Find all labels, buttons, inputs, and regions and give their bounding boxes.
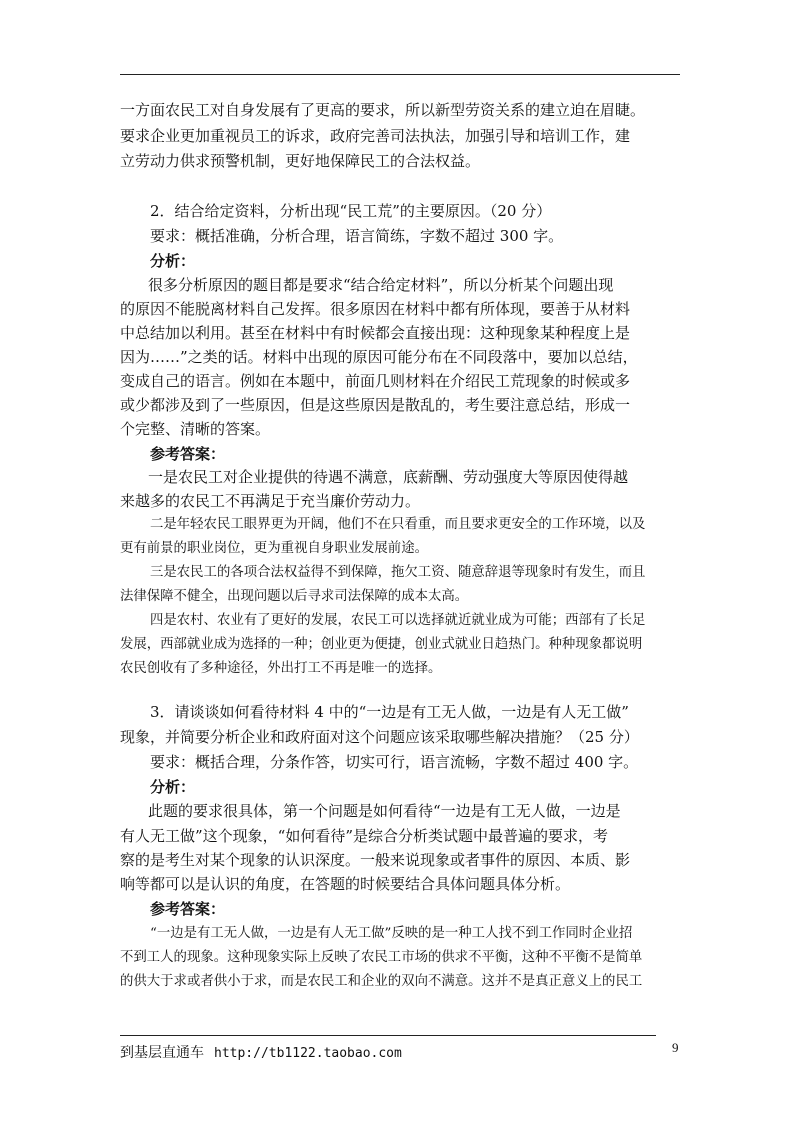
question-3-title: 3．请谈谈如何看待材料 4 中的“一边是有工无人做，一边是有人无工做” xyxy=(150,703,629,721)
body-line: 因为……”之类的话。材料中出现的原因可能分布在不同段落中，要加以总结， xyxy=(120,348,638,366)
header-rule xyxy=(120,74,680,75)
reference-answer-heading: 参考答案： xyxy=(150,900,226,918)
analysis-heading: 分析： xyxy=(150,252,196,270)
body-line: 一方面农民工对自身发展有了更高的要求，所以新型劳资关系的建立迫在眉睫。 xyxy=(120,101,646,119)
footer-url-link[interactable]: http://tb1122.taobao.com xyxy=(214,1046,402,1061)
body-line: “一边是有工无人做，一边是有人无工做”反映的是一种工人找不到工作同时企业招 xyxy=(150,926,633,941)
body-line: 来越多的农民工不再满足于充当廉价劳动力。 xyxy=(120,492,421,510)
body-line: 发展，西部就业成为选择的一种；创业更为便捷，创业式就业日趋热门。种种现象都说明 xyxy=(120,637,643,652)
reference-answer-heading: 参考答案： xyxy=(150,445,226,463)
question-3-title-cont: 现象，并简要分析企业和政府面对这个问题应该采取哪些解决措施？（25 分） xyxy=(120,728,639,746)
question-2-requirement: 要求：概括准确，分析合理，语言简练，字数不超过 300 字。 xyxy=(150,227,564,245)
body-line: 察的是考生对某个现象的认识深度。一般来说现象或者事件的原因、本质、影 xyxy=(120,851,631,869)
body-line: 很多分析原因的题目都是要求“结合给定材料”，所以分析某个问题出现 xyxy=(148,276,614,294)
body-line: 一是农民工对企业提供的待遇不满意，底薪酬、劳动强度大等原因使得越 xyxy=(148,468,629,486)
body-line: 响等都可以是认识的角度，在答题的时候要结合具体问题具体分析。 xyxy=(120,875,571,893)
body-line: 要求企业更加重视员工的诉求，政府完善司法执法，加强引导和培训工作，建 xyxy=(120,127,631,145)
body-line: 中总结加以利用。甚至在材料中有时候都会直接出现：这种现象某种程度上是 xyxy=(120,324,631,342)
body-line: 或少都涉及到了一些原因，但是这些原因是散乱的，考生要注意总结，形成一 xyxy=(120,396,631,414)
body-line: 的供大于求或者供小于求，而是农民工和企业的双向不满意。这并不是真正意义上的民工 xyxy=(120,974,643,989)
body-line: 个完整、清晰的答案。 xyxy=(120,420,271,438)
footer-rule xyxy=(120,1035,656,1036)
body-line: 不到工人的现象。这种现象实际上反映了农民工市场的供求不平衡，这种不平衡不是简单 xyxy=(120,950,643,965)
body-line: 四是农村、农业有了更好的发展，农民工可以选择就近就业成为可能；西部有了长足 xyxy=(150,613,646,628)
question-2-title: 2．结合给定资料，分析出现“民工荒”的主要原因。（20 分） xyxy=(150,202,552,220)
body-line: 法律保障不健全，出现问题以后寻求司法保障的成本太高。 xyxy=(120,589,469,604)
body-line: 的原因不能脱离材料自己发挥。很多原因在材料中都有所体现，要善于从材料 xyxy=(120,300,631,318)
body-line: 变成自己的语言。例如在本题中，前面几则材料在介绍民工荒现象的时候或多 xyxy=(120,372,631,390)
body-line: 三是农民工的各项合法权益得不到保障，拖欠工资、随意辞退等现象时有发生，而且 xyxy=(150,565,646,580)
body-line: 有人无工做”这个现象，“如何看待”是综合分析类试题中最普遍的要求，考 xyxy=(120,827,609,845)
body-line: 立劳动力供求预警机制，更好地保障民工的合法权益。 xyxy=(120,152,481,170)
footer-site-name: 到基层直通车 xyxy=(120,1045,204,1061)
body-line: 更有前景的职业岗位，更为重视自身职业发展前途。 xyxy=(120,541,428,556)
body-line: 此题的要求很具体，第一个问题是如何看待“一边是有工无人做，一边是 xyxy=(148,802,621,820)
question-3-requirement: 要求：概括合理，分条作答，切实可行，语言流畅，字数不超过 400 字。 xyxy=(150,753,639,771)
body-line: 农民创收有了多种途径，外出打工不再是唯一的选择。 xyxy=(120,661,442,676)
body-line: 二是年轻农民工眼界更为开阔，他们不在只看重，而且要求更安全的工作环境，以及 xyxy=(150,517,646,532)
footer xyxy=(120,1042,402,1062)
analysis-heading: 分析： xyxy=(150,778,196,796)
page-number: 9 xyxy=(672,1040,679,1055)
